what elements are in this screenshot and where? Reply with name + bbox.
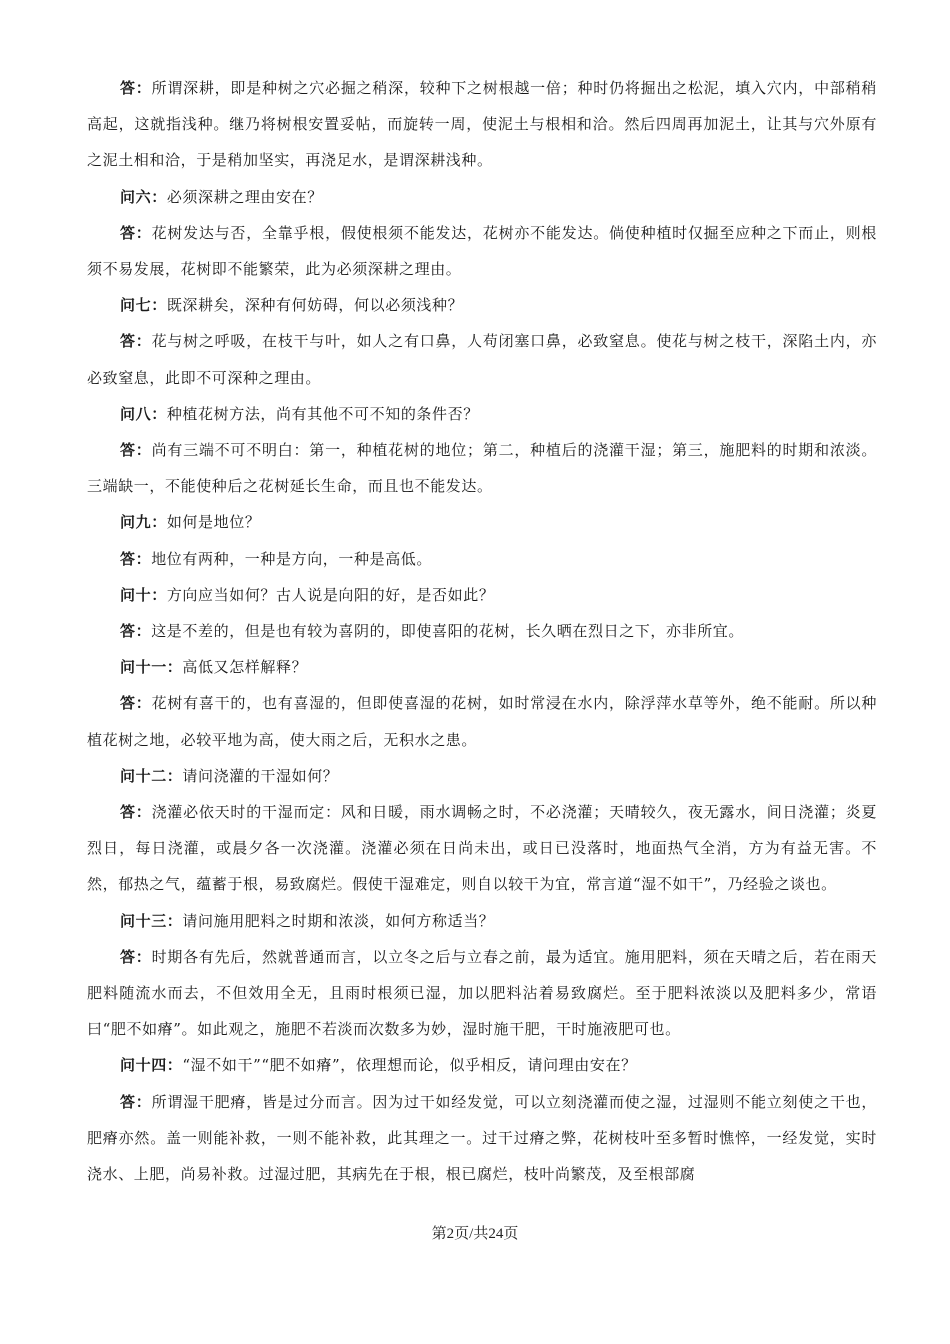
paragraph-text: 既深耕矣，深种有何妨碍，何以必须浅种？ [166,296,464,315]
paragraph-text: 时期各有先后，然就普通而言，以立冬之后与立春之前，最为适宜。施用肥料，须在天晴之后，若在雨天肥料随流水而去，不但效用全无，且雨时根须已湿，加以肥料沾着易致腐烂。至于肥料浓淡以及肥料多少，常语曰“肥不如瘠”。如此观之，施肥不若淡而次数多为妙，湿时施干肥，干时施液肥可也。 [87,947,878,1039]
answer-paragraph [87,794,877,903]
question-label: 问十四： [120,1056,183,1075]
paragraph-text: 地位有两种，一种是方向，一种是高低。 [151,549,433,568]
page-number-footer: 第2页/共24页 [431,1226,519,1242]
paragraph-text: 花与树之呼吸，在枝干与叶，如人之有口鼻，人苟闭塞口鼻，必致窒息。使花与树之枝干，深陷土内，亦必致窒息，此即不可深种之理由。 [87,332,878,387]
answer-label: 答： [120,223,152,242]
paragraph-text: 高低又怎样解释？ [182,658,308,677]
answer-label: 答： [120,332,152,351]
paragraph-text: 浇灌必依天时的干湿而定：风和日暖，雨水调畅之时，不必浇灌；天晴较久，夜无露水，间日浇灌；炎夏烈日，每日浇灌，或晨夕各一次浇灌。浇灌必须在日尚未出，或日已没落时，地面热气全消，方为有益无害。不然，郁热之气，蕴蓄于根，易致腐烂。假使干湿难定，则自以较干为宜，常言道“湿不如干”，乃经验之谈也。 [87,803,878,894]
paragraph-text: 种植花树方法，尚有其他不可不知的条件否？ [166,404,479,423]
paragraph-text: 请问浇灌的干湿如何？ [182,766,339,785]
answer-label: 答： [120,803,152,822]
paragraph-text: 如何是地位？ [166,513,261,532]
question-paragraph [87,1047,877,1083]
answer-paragraph [87,70,877,179]
question-paragraph [87,287,877,323]
answer-label: 答： [120,549,152,568]
question-label: 问七： [120,296,167,315]
answer-paragraph [87,1084,877,1193]
document-body [87,70,877,1192]
answer-paragraph [87,685,877,757]
question-label: 问八： [120,404,167,423]
answer-paragraph [87,613,877,649]
paragraph-text: 方向应当如何？古人说是向阳的好，是否如此？ [166,585,495,604]
question-paragraph [87,396,877,432]
question-paragraph [87,504,877,540]
answer-label: 答： [120,79,152,97]
answer-paragraph [87,323,877,395]
answer-paragraph [87,215,877,287]
question-label: 问十二： [120,766,183,785]
paragraph-text: 所谓深耕，即是种树之穴必掘之稍深，较种下之树根越一倍；种时仍将掘出之松泥，填入穴内，中部稍稍高起，这就指浅种。继乃将树根安置妥帖，而旋转一周，使泥土与根相和洽。然后四周再加泥土，让其与穴外原有之泥土相和洽，于是稍加坚实，再浇足水，是谓深耕浅种。 [87,79,878,170]
question-paragraph [87,179,877,215]
question-paragraph [87,903,877,939]
question-label: 问十一： [120,658,183,677]
question-label: 问十： [120,585,167,604]
answer-paragraph [87,432,877,504]
paragraph-text: 请问施用肥料之时期和浓淡，如何方称适当？ [182,911,495,930]
paragraph-text: 花树发达与否，全靠乎根，假使根须不能发达，花树亦不能发达。倘使种植时仅掘至应种之下而止，则根须不易发展，花树即不能繁荣，此为必须深耕之理由。 [87,223,878,279]
question-label: 问六： [120,187,167,206]
paragraph-text: 这是不差的，但是也有较为喜阴的，即使喜阳的花树，长久晒在烈日之下，亦非所宜。 [151,622,745,641]
paragraph-text: “湿不如干”“肥不如瘠”，依理想而论，似乎相反，请问理由安在？ [182,1056,637,1075]
paragraph-text: 花树有喜干的，也有喜湿的，但即使喜湿的花树，如时常浸在水内，除浮萍水草等外，绝不能耐。所以种植花树之地，必较平地为高，使大雨之后，无积水之患。 [87,694,878,749]
answer-label: 答： [120,1092,152,1111]
paragraph-text: 所谓湿干肥瘠，皆是过分而言。因为过干如经发觉，可以立刻浇灌而使之湿，过湿则不能立刻使之干也，肥瘠亦然。盖一则能补救，一则不能补救，此其理之一。过干过瘠之弊，花树枝叶至多暂时憔悴，一经发觉，实时浇水、上肥，尚易补救。过湿过肥，其病先在于根，根已腐烂，枝叶尚繁茂，及至根部腐 [87,1092,878,1184]
answer-label: 答： [120,947,152,966]
question-paragraph [87,649,877,685]
question-paragraph [87,758,877,794]
answer-label: 答： [120,694,152,713]
question-paragraph [87,577,877,613]
answer-paragraph [87,939,877,1048]
paragraph-text: 必须深耕之理由安在？ [166,187,323,206]
answer-paragraph [87,541,877,577]
answer-label: 答： [120,622,152,641]
question-label: 问十三： [120,911,183,930]
question-label: 问九： [120,513,167,532]
paragraph-text: 尚有三端不可不明白：第一，种植花树的地位；第二，种植后的浇灌干湿；第三，施肥料的时期和浓淡。三端缺一，不能使种后之花树延长生命，而且也不能发达。 [87,441,878,496]
answer-label: 答： [120,441,152,460]
